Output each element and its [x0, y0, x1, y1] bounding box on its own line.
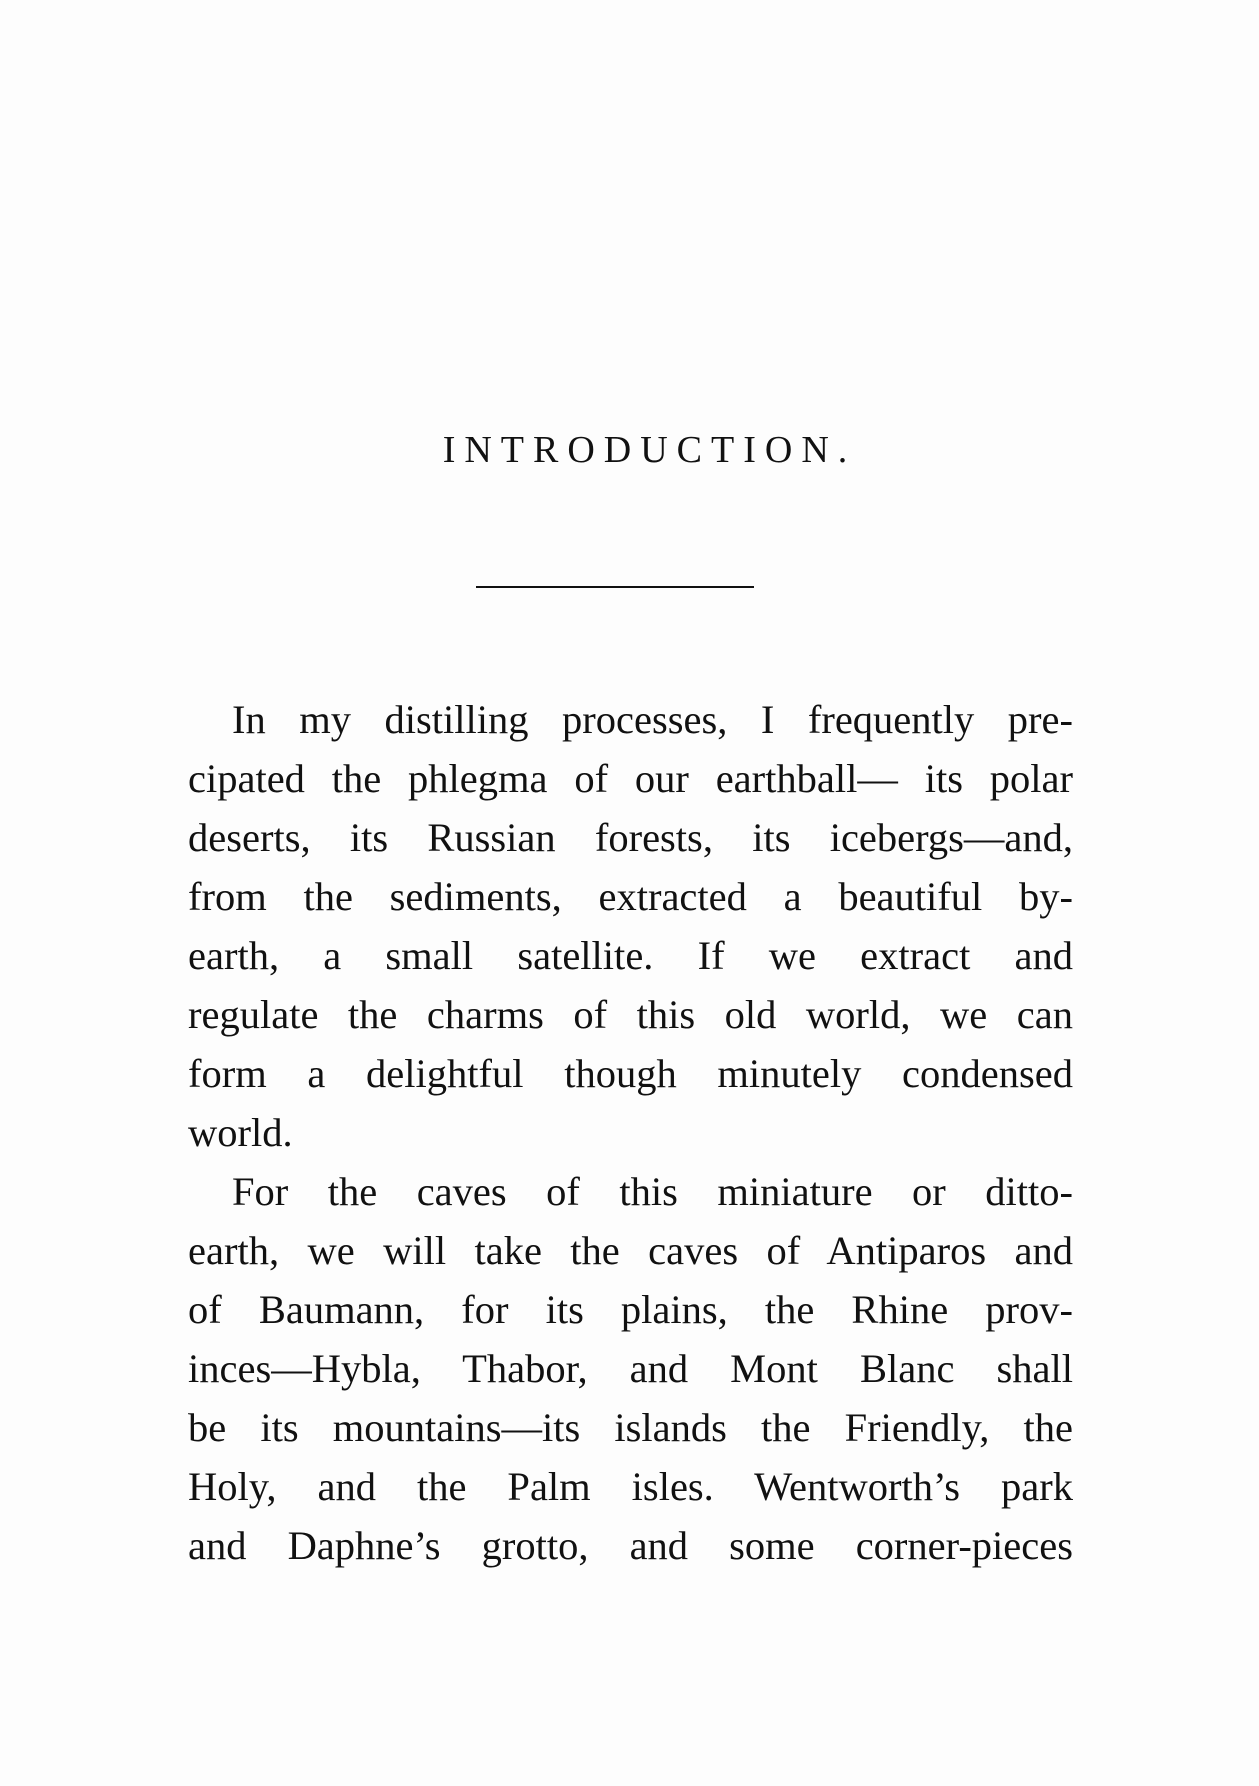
text-line: earth, we will take the caves of Antiparos and	[188, 1228, 1073, 1273]
text-line: Holy, and the Palm isles. Wentworth’s park	[188, 1464, 1073, 1509]
text-line: regulate the charms of this old world, we can	[188, 992, 1073, 1037]
text-line: form a delightful though minutely condensed	[188, 1051, 1073, 1096]
body-text	[188, 690, 1073, 1575]
chapter-heading: INTRODUCTION.	[442, 429, 857, 471]
text-line: from the sediments, extracted a beautiful by-	[188, 874, 1073, 919]
paragraph-1	[188, 690, 1073, 1162]
text-line: inces—Hybla, Thabor, and Mont Blanc shall	[188, 1346, 1073, 1391]
text-line: deserts, its Russian forests, its icebergs—and,	[188, 815, 1073, 860]
text-line: and Daphne’s grotto, and some corner-pieces	[188, 1523, 1073, 1568]
text-line: cipated the phlegma of our earthball— its polar	[188, 756, 1073, 801]
text-line: For the caves of this miniature or ditto-	[232, 1169, 1073, 1214]
text-line: earth, a small satellite. If we extract and	[188, 933, 1073, 978]
text-line: world.	[188, 1110, 293, 1155]
text-line: In my distilling processes, I frequently pre-	[232, 697, 1073, 742]
heading-rule-divider	[476, 586, 754, 588]
text-line: of Baumann, for its plains, the Rhine prov-	[188, 1287, 1073, 1332]
text-line: be its mountains—its islands the Friendly, the	[188, 1405, 1073, 1450]
paragraph-2	[188, 1162, 1073, 1575]
